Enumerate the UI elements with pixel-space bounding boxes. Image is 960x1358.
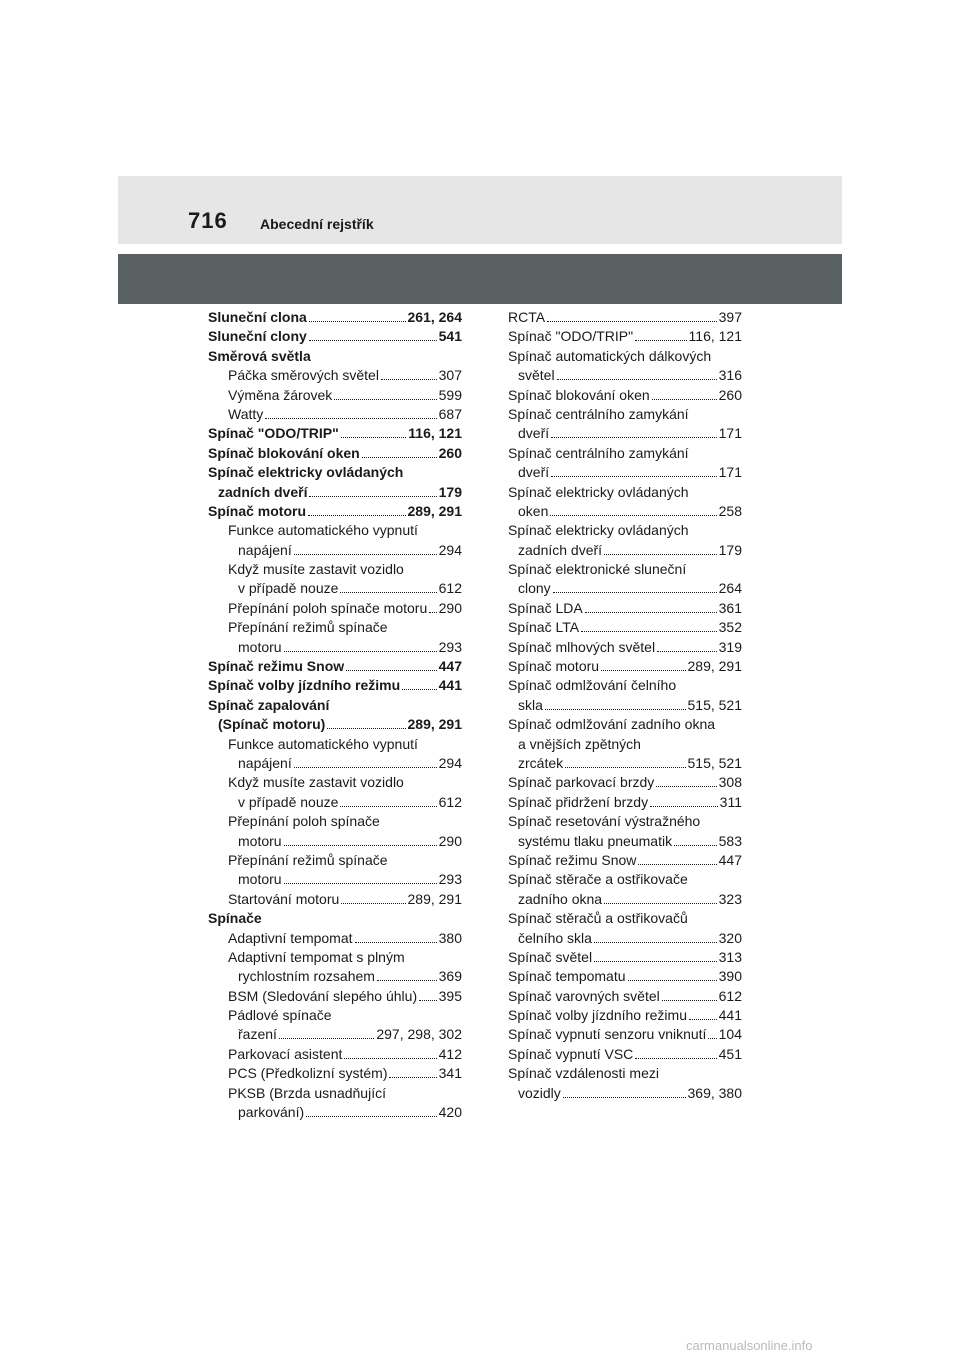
dot-leader [341,424,407,438]
index-entry [208,638,462,657]
index-entry-page: 319 [718,638,742,655]
index-column-right [508,308,742,1103]
index-entry [208,715,462,734]
index-entry [508,851,742,870]
index-entry [208,386,462,405]
index-entry-page: 541 [438,328,462,345]
index-entry-text: Funkce automatického vypnutí [228,735,418,752]
index-entry-text: Watty [228,405,264,422]
index-entry-text: Spínač elektronické sluneční [508,561,687,578]
index-entry-text: Přepínání režimů spínače [228,851,388,868]
dot-leader [284,832,437,846]
index-entry-page: 179 [718,541,742,558]
dot-leader [279,1025,374,1039]
index-entry [208,502,462,521]
dot-leader [565,754,685,768]
index-entry-page: 116, 121 [688,328,742,345]
dot-leader [585,599,717,613]
index-entry [208,929,462,948]
index-entry-text: Parkovací asistent [228,1045,343,1062]
index-entry [208,909,462,928]
index-entry-page: 341 [438,1065,462,1082]
index-entry [508,483,742,502]
index-entry-text: Spínač mlhových světel [508,638,656,655]
dot-leader [551,424,717,438]
dot-leader [638,851,716,865]
index-entry [208,793,462,812]
index-entry [208,424,462,443]
dot-leader [601,657,685,671]
index-entry [208,657,462,676]
index-entry-text: Spínač varovných světel [508,987,660,1004]
index-entry [208,308,462,327]
index-entry-text: Spínač režimu Snow [508,851,637,868]
index-entry [208,754,462,773]
index-entry [508,347,742,366]
index-entry-page: 293 [438,638,462,655]
index-entry-page: 260 [718,386,742,403]
dot-leader [429,599,436,613]
dot-leader [309,483,436,497]
index-entry-text: Spínač motoru [208,502,307,519]
index-entry-text: parkování) [238,1104,305,1121]
index-entry-text: napájení [238,541,292,558]
index-column-left [208,308,462,1122]
index-entry-text: napájení [238,754,292,771]
index-entry [208,347,462,366]
index-entry-text: zadního okna [518,890,603,907]
dot-leader [652,386,717,400]
index-entry-page: 515, 521 [687,696,742,713]
dot-leader [594,948,717,962]
index-entry-text: Spínač odmlžování čelního [508,677,677,694]
index-entry [208,967,462,986]
index-entry-page: 447 [438,658,462,675]
index-entry-text: Spínač režimu Snow [208,658,345,675]
index-entry [508,696,742,715]
index-entry-page: 441 [438,677,462,694]
index-entry [508,832,742,851]
index-entry-text: a vnějších zpětných [518,735,641,752]
index-entry [508,987,742,1006]
index-entry-page: 171 [718,425,742,442]
index-entry-page: 104 [718,1026,742,1043]
index-entry [208,832,462,851]
index-entry-text: systému tlaku pneumatik [518,832,673,849]
index-entry-text: Spínače [208,910,262,927]
index-entry-text: zadních dveří [518,541,603,558]
index-entry-page: 289, 291 [687,658,742,675]
index-entry-page: 179 [438,483,462,500]
index-entry [208,948,462,967]
index-entry-text: Spínač blokování oken [208,444,360,461]
dot-leader [381,366,437,380]
index-entry [508,618,742,637]
index-entry [208,1006,462,1025]
index-entry [208,1045,462,1064]
index-entry [508,967,742,986]
dot-leader [309,327,437,341]
index-entry-page: 599 [438,386,462,403]
index-entry [508,1064,742,1083]
index-entry-text: Spínač parkovací brzdy [508,774,655,791]
index-entry [208,987,462,1006]
index-entry [508,1084,742,1103]
index-entry-page: 289, 291 [407,890,462,907]
index-entry-text: zadních dveří [218,483,308,500]
index-entry-text: clony [518,580,551,597]
dot-leader [557,366,717,380]
dot-leader [545,696,686,710]
index-entry-page: 307 [438,367,462,384]
index-entry-text: BSM (Sledování slepého úhlu) [228,987,418,1004]
index-entry [508,812,742,831]
index-entry-text: Funkce automatického vypnutí [228,522,418,539]
dot-leader [656,773,716,787]
index-entry-text: Když musíte zastavit vozidlo [228,774,404,791]
index-entry-text: vozidly [518,1084,561,1101]
index-entry-page: 311 [719,793,742,810]
dot-leader [553,579,717,593]
index-entry-text: RCTA [508,309,546,325]
dot-leader [594,929,717,943]
index-entry-text: PKSB (Brzda usnadňující [228,1084,386,1101]
index-entry [208,521,462,540]
index-entry [508,909,742,928]
index-entry-page: 289, 291 [407,502,462,519]
index-entry-text: zrcátek [518,754,564,771]
index-entry [508,715,742,734]
index-entry-page: 289, 291 [407,716,462,733]
index-entry-page: 313 [718,948,742,965]
index-entry [508,541,742,560]
section-banner [118,254,842,304]
index-entry-text: Sluneční clony [208,328,307,345]
dot-leader [308,502,405,516]
index-entry-page: 397 [718,309,742,325]
dot-leader [628,967,717,981]
dot-leader [389,1064,436,1078]
index-entry-text: Spínač elektricky ovládaných [508,483,689,500]
index-entry-text: Spínač stěrače a ostřikovače [508,871,688,888]
index-entry-page: 323 [718,890,742,907]
dot-leader [334,386,436,400]
dot-leader [657,638,717,652]
index-entry-page: 515, 521 [687,754,742,771]
index-entry [208,1064,462,1083]
index-entry [508,502,742,521]
index-entry-page: 171 [718,464,742,481]
dot-leader [635,327,686,341]
dot-leader [265,405,436,419]
index-entry [508,424,742,443]
index-entry-page: 380 [438,929,462,946]
index-entry [508,386,742,405]
dot-leader [341,890,405,904]
dot-leader [419,987,437,1001]
index-entry-text: Spínač LDA [508,599,583,616]
index-entry [508,463,742,482]
index-entry [208,405,462,424]
dot-leader [604,890,717,904]
index-entry [208,851,462,870]
index-entry [508,327,742,346]
dot-leader [635,1045,716,1059]
index-entry [208,618,462,637]
index-entry-page: 320 [718,929,742,946]
dot-leader [344,1045,436,1059]
index-entry-text: Spínač zapalování [208,696,330,713]
index-entry-text: Spínač volby jízdního režimu [208,677,401,694]
index-entry-text: motoru [238,638,282,655]
index-entry-page: 390 [718,968,742,985]
dot-leader [402,676,437,690]
index-entry [508,948,742,967]
index-entry-text: Když musíte zastavit vozidlo [228,561,404,578]
dot-leader [708,1025,716,1039]
index-entry [208,890,462,909]
index-entry [208,870,462,889]
index-entry-page: 612 [718,987,742,1004]
index-entry-text: Spínač přidržení brzdy [508,793,649,810]
dot-leader [327,715,405,729]
index-entry-text: Přepínání poloh spínače motoru [228,599,428,616]
index-entry-text: Spínač "ODO/TRIP" [208,425,339,442]
dot-leader [355,929,437,943]
index-entry [208,560,462,579]
index-entry [508,366,742,385]
index-entry [208,463,462,482]
dot-leader [604,541,717,555]
index-entry-text: Spínač vzdálenosti mezi [508,1065,659,1082]
index-entry [508,1006,742,1025]
index-entry-page: 369 [438,968,462,985]
index-entry [508,599,742,618]
index-entry [508,308,742,327]
index-entry-page: 612 [438,580,462,597]
index-entry [208,676,462,695]
index-entry-text: skla [518,696,543,713]
index-entry-text: Startování motoru [228,890,340,907]
dot-leader [346,657,437,671]
index-entry-page: 294 [438,754,462,771]
dot-leader [650,793,718,807]
index-entry-page: 297, 298, 302 [376,1026,462,1043]
index-entry-page: 308 [718,774,742,791]
index-entry-text: Spínač stěračů a ostřikovačů [508,910,688,927]
index-entry-page: 447 [718,851,742,868]
index-entry-text: Adaptivní tempomat [228,929,353,946]
index-entry-text: dveří [518,464,550,481]
dot-leader [581,618,717,632]
index-entry-text: Výměna žárovek [228,386,333,403]
dot-leader [294,541,437,555]
index-entry-text: čelního skla [518,929,592,946]
index-entry-page: 316 [718,367,742,384]
index-entry-text: Směrová světla [208,347,311,364]
index-entry-text: v případě nouze [238,580,339,597]
dot-leader [294,754,437,768]
index-entry-text: Spínač motoru [508,658,600,675]
index-entry [208,735,462,754]
index-entry [208,483,462,502]
index-entry [508,560,742,579]
index-entry-text: Spínač centrálního zamykání [508,405,689,422]
index-entry-text: Adaptivní tempomat s plným [228,948,405,965]
index-entry-text: Spínač vypnutí VSC [508,1045,634,1062]
index-entry-text: PCS (Předkolizní systém) [228,1065,388,1082]
dot-leader [563,1084,686,1098]
index-entry-text: Spínač automatických dálkových [508,347,712,364]
index-entry-page: 261, 264 [407,309,462,325]
index-entry-text: Spínač blokování oken [508,386,650,403]
index-entry-text: (Spínač motoru) [218,716,326,733]
index-entry-text: Spínač "ODO/TRIP" [508,328,634,345]
index-entry [208,327,462,346]
dot-leader [551,463,717,477]
index-entry-text: Spínač elektricky ovládaných [508,522,689,539]
index-entry-text: Pádlové spínače [228,1007,332,1024]
index-entry [508,870,742,889]
index-entry-page: 412 [438,1045,462,1062]
index-entry [208,579,462,598]
index-entry [508,657,742,676]
index-entry-text: dveří [518,425,550,442]
index-entry-text: motoru [238,871,282,888]
index-entry [208,773,462,792]
index-entry [208,541,462,560]
dot-leader [377,967,437,981]
index-entry-page: 451 [718,1045,742,1062]
index-entry-text: Spínač resetování výstražného [508,813,701,830]
index-entry [508,773,742,792]
index-entry-text: Spínač centrálního zamykání [508,444,689,461]
section-title: Abecední rejstřík [260,216,374,232]
dot-leader [550,502,716,516]
index-entry-page: 290 [438,832,462,849]
dot-leader [284,638,437,652]
index-entry-text: řazení [238,1026,277,1043]
index-entry-page: 420 [438,1104,462,1121]
dot-leader [362,444,437,458]
index-entry-page: 441 [718,1007,742,1024]
index-entry [508,1045,742,1064]
index-entry [208,366,462,385]
index-entry-page: 369, 380 [687,1084,742,1101]
index-entry [208,1025,462,1044]
index-entry-text: Spínač volby jízdního režimu [508,1007,687,1024]
index-entry-text: Sluneční clona [208,309,307,325]
index-entry-page: 258 [718,502,742,519]
index-entry [508,754,742,773]
index-entry-page: 293 [438,871,462,888]
dot-leader [284,870,437,884]
dot-leader [340,579,436,593]
index-entry-page: 294 [438,541,462,558]
index-entry-text: Spínač LTA [508,619,580,636]
index-entry-text: Spínač odmlžování zadního okna [508,716,716,733]
index-entry-text: Spínač elektricky ovládaných [208,464,404,481]
index-entry-text: v případě nouze [238,793,339,810]
index-entry [508,735,742,754]
index-entry [208,812,462,831]
index-entry-page: 116, 121 [408,425,462,442]
index-entry-text: Spínač světel [508,948,593,965]
dot-leader [689,1006,717,1020]
index-entry-text: Přepínání režimů spínače [228,619,388,636]
index-entry [508,521,742,540]
dot-leader [340,793,436,807]
index-entry-page: 612 [438,793,462,810]
dot-leader [662,987,717,1001]
index-entry-page: 260 [438,444,462,461]
page-number: 716 [188,208,228,233]
index-entry [508,405,742,424]
index-entry-text: motoru [238,832,282,849]
index-entry [508,638,742,657]
dot-leader [309,308,406,322]
index-entry-page: 583 [718,832,742,849]
index-entry [508,444,742,463]
index-entry [208,1103,462,1122]
index-entry [508,793,742,812]
index-entry-text: Páčka směrových světel [228,367,379,384]
index-entry-page: 352 [718,619,742,636]
index-entry [508,1025,742,1044]
index-entry-text: Spínač vypnutí senzoru vniknutí [508,1026,707,1043]
index-entry-text: rychlostním rozsahem [238,968,375,985]
dot-leader [306,1103,436,1117]
index-entry [208,696,462,715]
index-entry-page: 290 [438,599,462,616]
index-entry-text: světel [518,367,555,384]
index-entry-text: Přepínání poloh spínače [228,813,380,830]
index-entry [508,890,742,909]
index-entry [508,579,742,598]
dot-leader [547,308,717,322]
index-entry-page: 395 [438,987,462,1004]
index-entry [508,676,742,695]
index-entry-page: 687 [438,405,462,422]
index-entry-page: 361 [718,599,742,616]
dot-leader [674,832,717,846]
index-entry [508,929,742,948]
index-entry-text: Spínač tempomatu [508,968,626,985]
index-entry-text: oken [518,502,549,519]
watermark: carmanualsonline.info [686,1338,813,1353]
index-entry [208,1084,462,1103]
index-entry [208,444,462,463]
index-entry [208,599,462,618]
index-entry-page: 264 [718,580,742,597]
